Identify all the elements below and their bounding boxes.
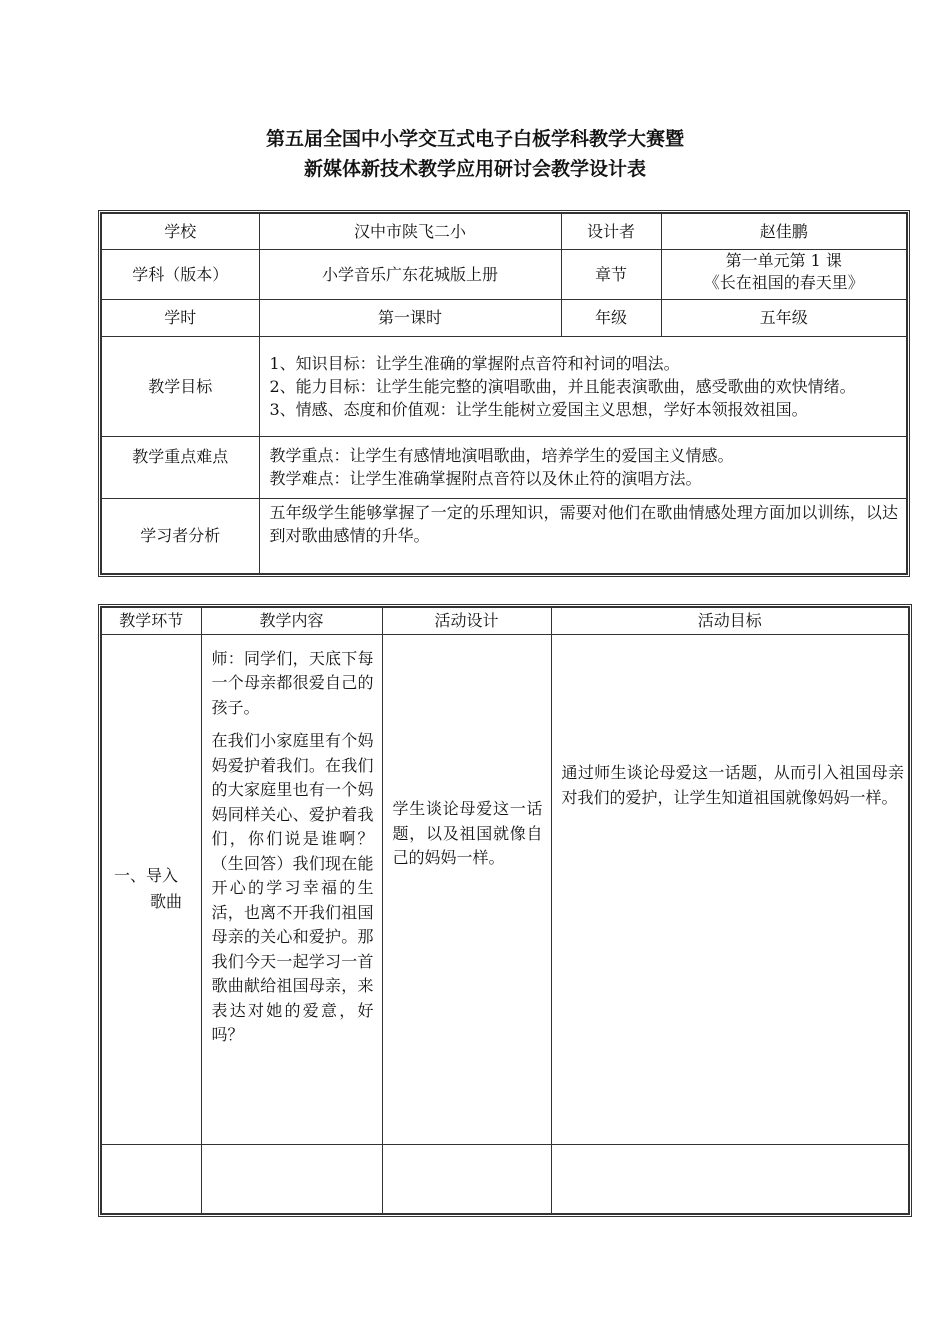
goal-knowledge: 1、知识目标：让学生准确的掌握附点音符和衬词的唱法。 bbox=[269, 353, 680, 373]
empty-cell bbox=[551, 1144, 909, 1214]
basic-info-table bbox=[100, 212, 908, 575]
empty-cell bbox=[101, 1144, 201, 1214]
stage-line-1: 一、导入 bbox=[114, 866, 179, 885]
chapter-line-1: 第一单元第 1 课 bbox=[725, 250, 842, 270]
designer-label: 设计者 bbox=[561, 213, 661, 249]
grade-label: 年级 bbox=[561, 299, 661, 336]
learner-analysis: 五年级学生能够掌握了一定的乐理知识，需要对他们在歌曲情感处理方面加以训练，以达到对歌曲感情的升华。 bbox=[259, 498, 907, 574]
content-paragraph-2: 在我们小家庭里有个妈妈爱护着我们。在我们的大家庭里也有一个妈妈同样关心、爱护着我们，你们说是谁啊？（生回答）我们现在能开心的学习幸福的生活，也离不开我们祖国母亲的关心和爱护。那我们今天一起学习一首歌曲献给祖国母亲，来表达对她的爱意，好吗？ bbox=[211, 731, 374, 1044]
goal-intro: 通过师生谈论母爱这一话题，从而引入祖国母亲对我们的爱护，让学生知道祖国就像妈妈一样。 bbox=[551, 634, 909, 1144]
period-label: 学时 bbox=[101, 299, 259, 336]
subject-value: 小学音乐广东花城版上册 bbox=[259, 249, 561, 299]
content-intro bbox=[201, 634, 382, 1144]
header-content: 教学内容 bbox=[201, 607, 382, 634]
empty-cell bbox=[382, 1144, 551, 1214]
chapter-value bbox=[661, 249, 907, 299]
school-label: 学校 bbox=[101, 213, 259, 249]
empty-cell bbox=[201, 1144, 382, 1214]
chapter-label: 章节 bbox=[561, 249, 661, 299]
document-title-line-2: 新媒体新技术教学应用研讨会教学设计表 bbox=[303, 158, 646, 180]
document-title-line-1: 第五届全国中小学交互式电子白板学科教学大赛暨 bbox=[265, 128, 684, 150]
teaching-plan-table bbox=[100, 606, 910, 1215]
period-value: 第一课时 bbox=[259, 299, 561, 336]
goals-label: 教学目标 bbox=[101, 336, 259, 436]
designer-value: 赵佳鹏 bbox=[661, 213, 907, 249]
stage-intro bbox=[101, 634, 201, 1144]
subject-label: 学科（版本） bbox=[101, 249, 259, 299]
content-paragraph-1: 师：同学们，天底下每一个母亲都很爱自己的孩子。 bbox=[211, 648, 374, 717]
key-point: 教学重点：让学生有感情地演唱歌曲，培养学生的爱国主义情感。 bbox=[269, 446, 734, 465]
difficult-point: 教学难点：让学生准确掌握附点音符以及休止符的演唱方法。 bbox=[269, 469, 702, 488]
school-value: 汉中市陕飞二小 bbox=[259, 213, 561, 249]
chapter-line-2: 《长在祖国的春天里》 bbox=[703, 272, 864, 292]
stage-line-2: 歌曲 bbox=[150, 892, 183, 911]
keypoints-content bbox=[259, 436, 907, 498]
header-activity: 活动设计 bbox=[382, 607, 551, 634]
grade-value: 五年级 bbox=[661, 299, 907, 336]
goals-content bbox=[259, 336, 907, 436]
header-goal: 活动目标 bbox=[551, 607, 909, 634]
goal-emotion: 3、情感、态度和价值观：让学生能树立爱国主义思想，学好本领报效祖国。 bbox=[269, 399, 808, 419]
activity-intro: 学生谈论母爱这一话题，以及祖国就像自己的妈妈一样。 bbox=[382, 634, 551, 1144]
header-stage: 教学环节 bbox=[101, 607, 201, 634]
learner-label: 学习者分析 bbox=[101, 498, 259, 574]
goal-ability: 2、能力目标：让学生能完整的演唱歌曲，并且能表演歌曲，感受歌曲的欢快情绪。 bbox=[269, 376, 856, 396]
keypoints-label: 教学重点难点 bbox=[101, 436, 259, 498]
